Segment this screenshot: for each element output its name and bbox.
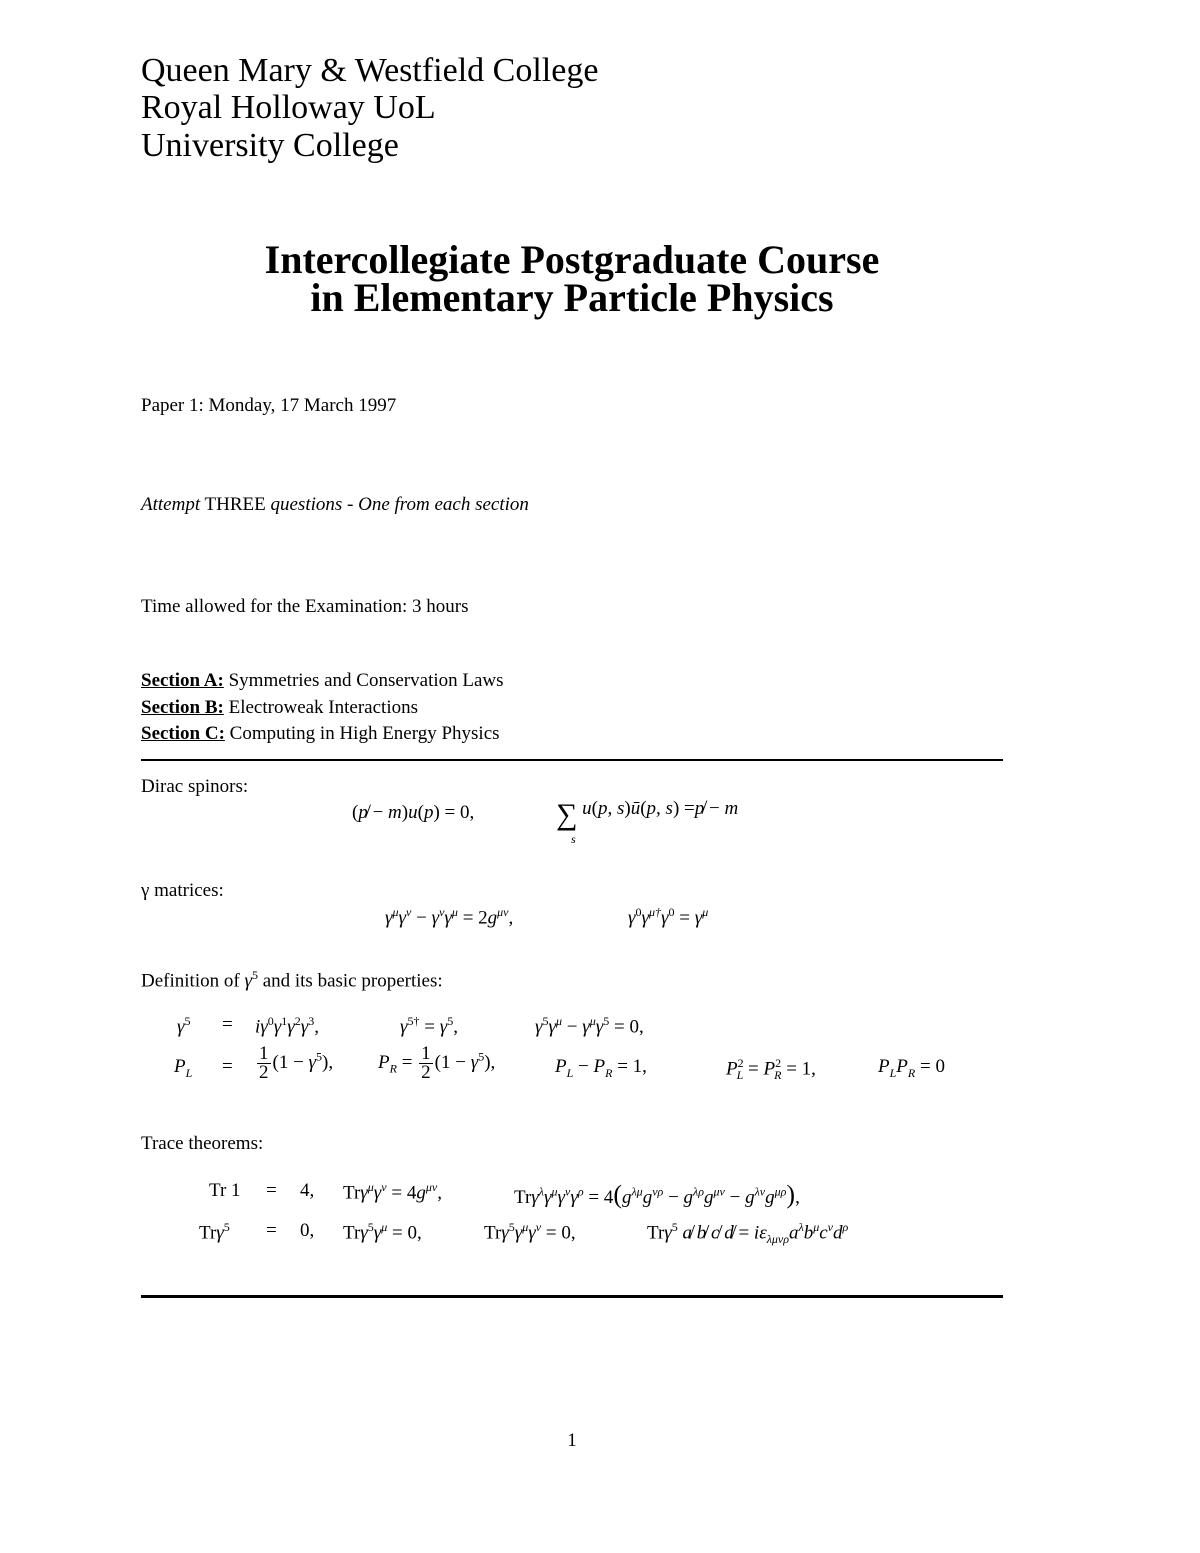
institution-rhul: Royal Holloway UoL [141,89,436,126]
page-number: 1 [567,1430,577,1451]
top-divider [141,759,1003,761]
trace-gamma5-four: Trγ$^5$ a̸ b̸ c̸ d̸ = $i\varepsilon_{\lambda\mu\nu\rho}a^\lambda b^\mu c^\nu d^\rho$ [647,1220,849,1247]
dirac-label: Dirac spinors: [141,776,249,797]
section-c-label: Section C: [141,723,225,744]
trace-four-gammas: $Tr\gamma^\lambda\gamma^\mu\gamma^\nu\gamma^\rho = 4(g^{\lambda\mu}g^{\nu\rho} - g^{\lambda\rho}g^{\mu\nu} - g^{\lambda\nu}g^{\mu\rho})$, [514,1180,800,1209]
trace-gamma5-value: 0, [300,1220,315,1241]
gamma5-hermitian: $\gamma^{5\dagger} = \gamma^5$, [400,1014,458,1038]
equals-3: = [266,1180,277,1201]
gamma-label: γ matrices: [141,880,224,901]
projector-sum: $P_L - P_R = 1$, [555,1056,647,1080]
sum-index: s [571,832,576,846]
anticommutator-equation: $\gamma^\mu\gamma^\nu - \gamma^\nu\gamma^\mu = 2g^{\mu\nu}$, [385,905,514,929]
projector-orthogonal: $P_LP_R = 0$ [878,1056,945,1080]
equals-4: = [266,1220,277,1241]
hermiticity-equation: $\gamma^0\gamma^{\mu\dagger}\gamma^0 = \gamma^\mu$ [628,905,709,929]
attempt-word: Attempt [141,494,201,515]
gamma5-definition: $\gamma^5$ [177,1014,191,1038]
section-b-label: Section B: [141,697,224,718]
course-title-line1: Intercollegiate Postgraduate Course [264,237,880,282]
trace-identity: Tr 1 [209,1180,241,1201]
course-title-line2: in Elementary Particle Physics [310,275,834,320]
section-c [141,723,500,745]
gamma5-product: $i\gamma^0\gamma^1\gamma^2\gamma^3$, [255,1014,320,1038]
attempt-count: THREE [204,494,266,515]
gamma5-label-a: Definition of [141,970,240,992]
time-allowed: Time allowed for the Examination: 3 hours [141,596,469,617]
institution-ucl: University College [141,127,399,164]
projector-pr-def: $P_R$ = $\frac{1}{2}$ $(1 - \gamma^5)$, [378,1043,496,1083]
section-b-name: Electroweak Interactions [228,697,418,718]
section-c-name: Computing in High Energy Physics [229,723,500,744]
projector-pl: $P_L$ [174,1056,193,1080]
gamma5-label: Definition of $\gamma^5$ and its basic properties: [141,968,443,992]
trace-gamma5: Trγ$^5$ [199,1220,230,1244]
equals-2: = [222,1056,233,1077]
section-a-name: Symmetries and Conservation Laws [228,670,504,691]
trace-gamma5-one: $Tr\gamma^5\gamma^\mu = 0$, [343,1220,422,1244]
gamma5-label-b: and its basic properties: [262,970,443,992]
spin-sum-equation: ∑ u(p, s)ū(p, s) =p̸ − m [556,798,739,831]
section-b [141,697,418,719]
section-a [141,670,504,692]
trace-identity-value: 4, [300,1180,315,1201]
trace-label: Trace theorems: [141,1133,264,1154]
gamma5-anticommutes: $\gamma^5\gamma^\mu - \gamma^\mu\gamma^5 = 0$, [535,1014,644,1038]
institution-qmw: Queen Mary & Westfield College [141,52,599,89]
trace-two-gammas: $Tr\gamma^\mu\gamma^\nu = 4g^{\mu\nu}$, [343,1180,442,1204]
paper-line: Paper 1: Monday, 17 March 1997 [141,395,397,416]
projector-pl-def: $\frac{1}{2}$ $(1 - \gamma^5)$, [259,1043,334,1083]
projector-idempotent: $P^2_L = P^2_R = 1$, [726,1056,816,1083]
attempt-rest: questions - One from each section [270,494,529,515]
dirac-equation: (p̸ − m)u(p) = 0, [352,802,475,823]
attempt-instruction [141,494,529,516]
section-a-label: Section A: [141,670,224,691]
equals-1: = [222,1014,233,1035]
bottom-divider [141,1295,1003,1298]
trace-gamma5-two: $Tr\gamma^5\gamma^\mu\gamma^\nu = 0$, [484,1220,576,1244]
